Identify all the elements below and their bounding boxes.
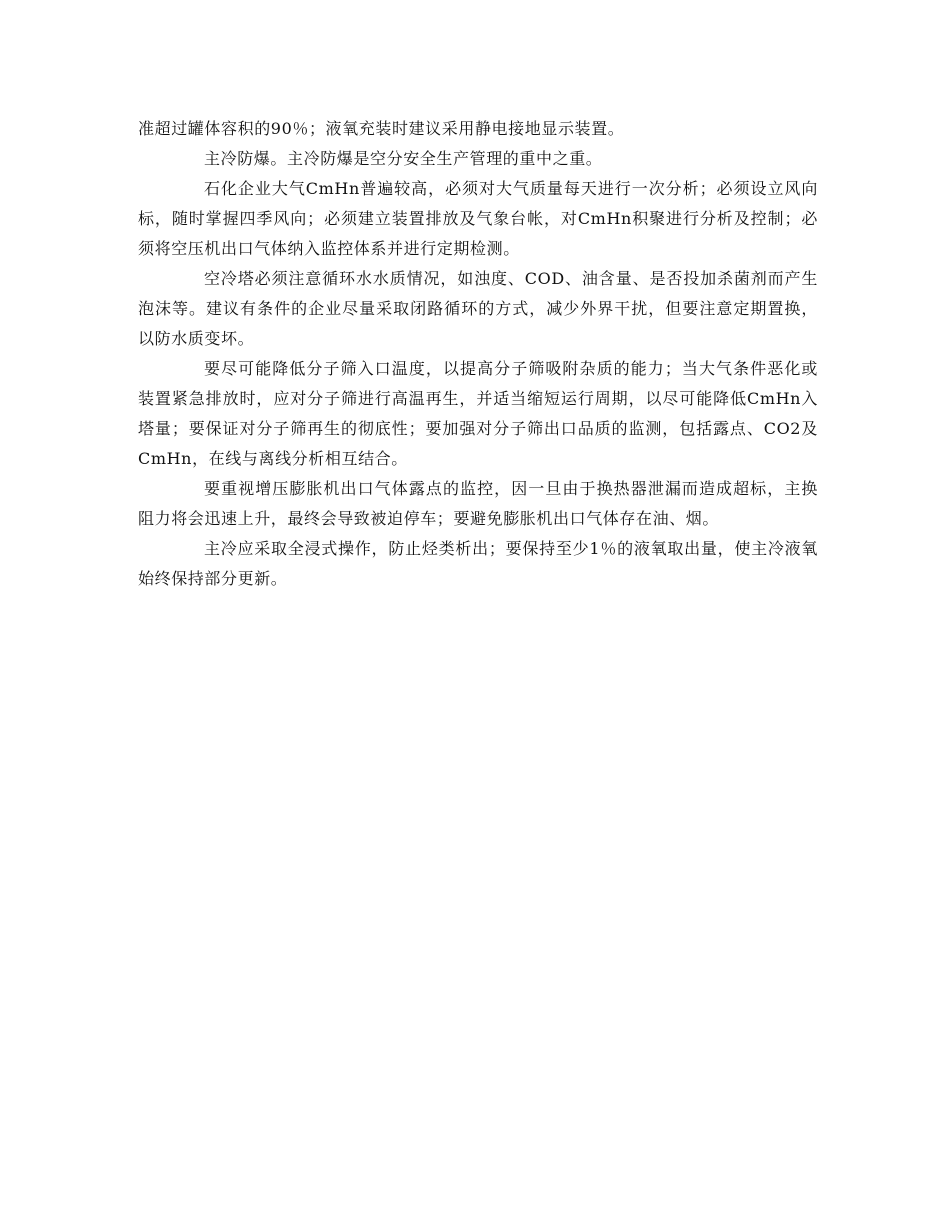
- paragraph-main-cooler-explosion-proof: 主冷防爆。主冷防爆是空分安全生产管理的重中之重。: [204, 149, 603, 168]
- paragraph-full-immersion-operation: 主冷应采取全浸式操作，防止烃类析出；要保持至少1％的液氧取出量，使主冷液氧始终保持部分更新。: [138, 539, 818, 588]
- paragraph-atmosphere-analysis: 石化企业大气CmHn普遍较高，必须对大气质量每天进行一次分析；必须设立风向标，随时掌握四季风向；必须建立装置排放及气象台帐，对CmHn积聚进行分析及控制；必须将空压机出口气体纳入监控体系并进行定期检测。: [138, 179, 818, 258]
- document-body: [138, 114, 818, 594]
- paragraph-molecular-sieve: 要尽可能降低分子筛入口温度，以提高分子筛吸附杂质的能力；当大气条件恶化或装置紧急排放时，应对分子筛进行高温再生，并适当缩短运行周期，以尽可能降低CmHn入塔量；要保证对分子筛再生的彻底性；要加强对分子筛出口品质的监测，包括露点、CO2及CmHn，在线与离线分析相互结合。: [138, 359, 818, 468]
- paragraph-air-cooling-tower: 空冷塔必须注意循环水水质情况，如浊度、COD、油含量、是否投加杀菌剂而产生泡沫等。建议有条件的企业尽量采取闭路循环的方式，减少外界干扰，但要注意定期置换，以防水质变坏。: [138, 269, 818, 348]
- paragraph-continuation: 准超过罐体容积的90％；液氧充装时建议采用静电接地显示装置。: [138, 119, 625, 138]
- paragraph-expander-dew-point: 要重视增压膨胀机出口气体露点的监控，因一旦由于换热器泄漏而造成超标，主换阻力将会迅速上升，最终会导致被迫停车；要避免膨胀机出口气体存在油、烟。: [138, 479, 818, 528]
